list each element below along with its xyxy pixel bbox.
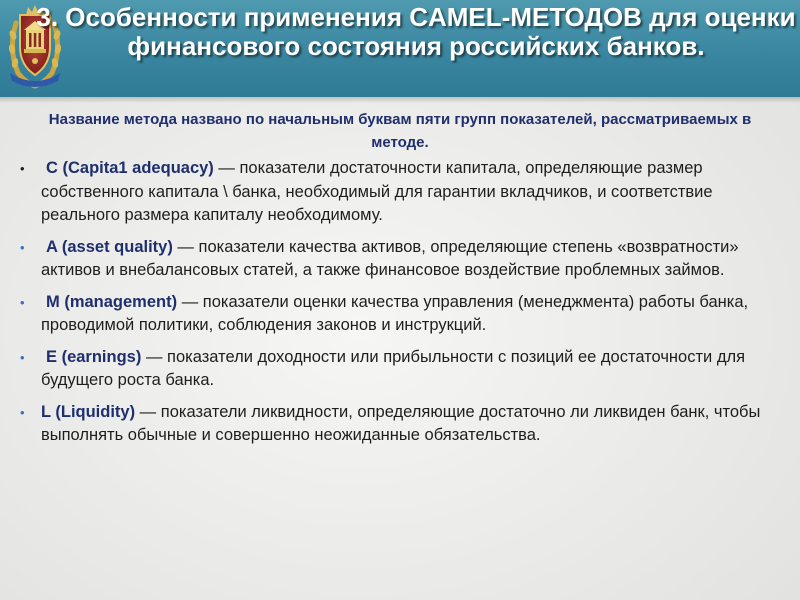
bullet-earnings	[20, 346, 780, 393]
bullet-marker: •	[20, 239, 25, 255]
bullet-text: — показатели доходности или прибыльности с позиций ее достаточности для будущего роста банка.	[41, 347, 746, 389]
bullet-marker: •	[20, 349, 25, 365]
slide-subtitle: Название метода названо по начальным буквам пяти групп показателей, рассматриваемых в методе.	[48, 111, 752, 151]
bullet-text: — показатели качества активов, определяющие степень «возвратности» активов и внебалансовых статей, а также финансовое воздействие проблемных займов.	[41, 237, 739, 279]
bullet-text: — показатели ликвидности, определяющие достаточно ли ликвиден банк, чтобы выполнять обычные и совершенно неожиданные обязательства.	[41, 402, 761, 444]
bullet-marker: •	[20, 161, 25, 176]
bullet-text: — показатели оценки качества управления (менеджмента) работы банка, проводимой политики, соблюдения законов и инструкций.	[41, 292, 749, 334]
bullet-capital-adequacy	[20, 157, 780, 228]
bullet-marker: •	[20, 404, 25, 420]
bullet-marker: •	[20, 294, 25, 310]
bullet-term: A (asset quality)	[46, 237, 173, 256]
title-bar-shadow	[0, 97, 800, 103]
bullet-term: L (Liquidity)	[41, 402, 136, 421]
camel-bullet-list	[20, 157, 780, 456]
bullet-management	[20, 291, 780, 338]
slide-title: 3. Особенности применения CAMEL-МЕТОДОВ для оценки финансового состояния российских банков.	[36, 2, 796, 61]
bullet-term: M (management)	[46, 292, 178, 311]
bullet-liquidity	[20, 401, 780, 448]
bullet-term: C (Capita1 adequacy)	[46, 159, 214, 177]
bullet-text: — показатели достаточности капитала, определяющие размер собственного капитала \ банка, необходимый для гарантии вкладчиков, и соответствие реального размера капиталу необходимому.	[41, 159, 713, 224]
bullet-asset-quality	[20, 236, 780, 283]
bullet-term: E (earnings)	[46, 347, 142, 366]
